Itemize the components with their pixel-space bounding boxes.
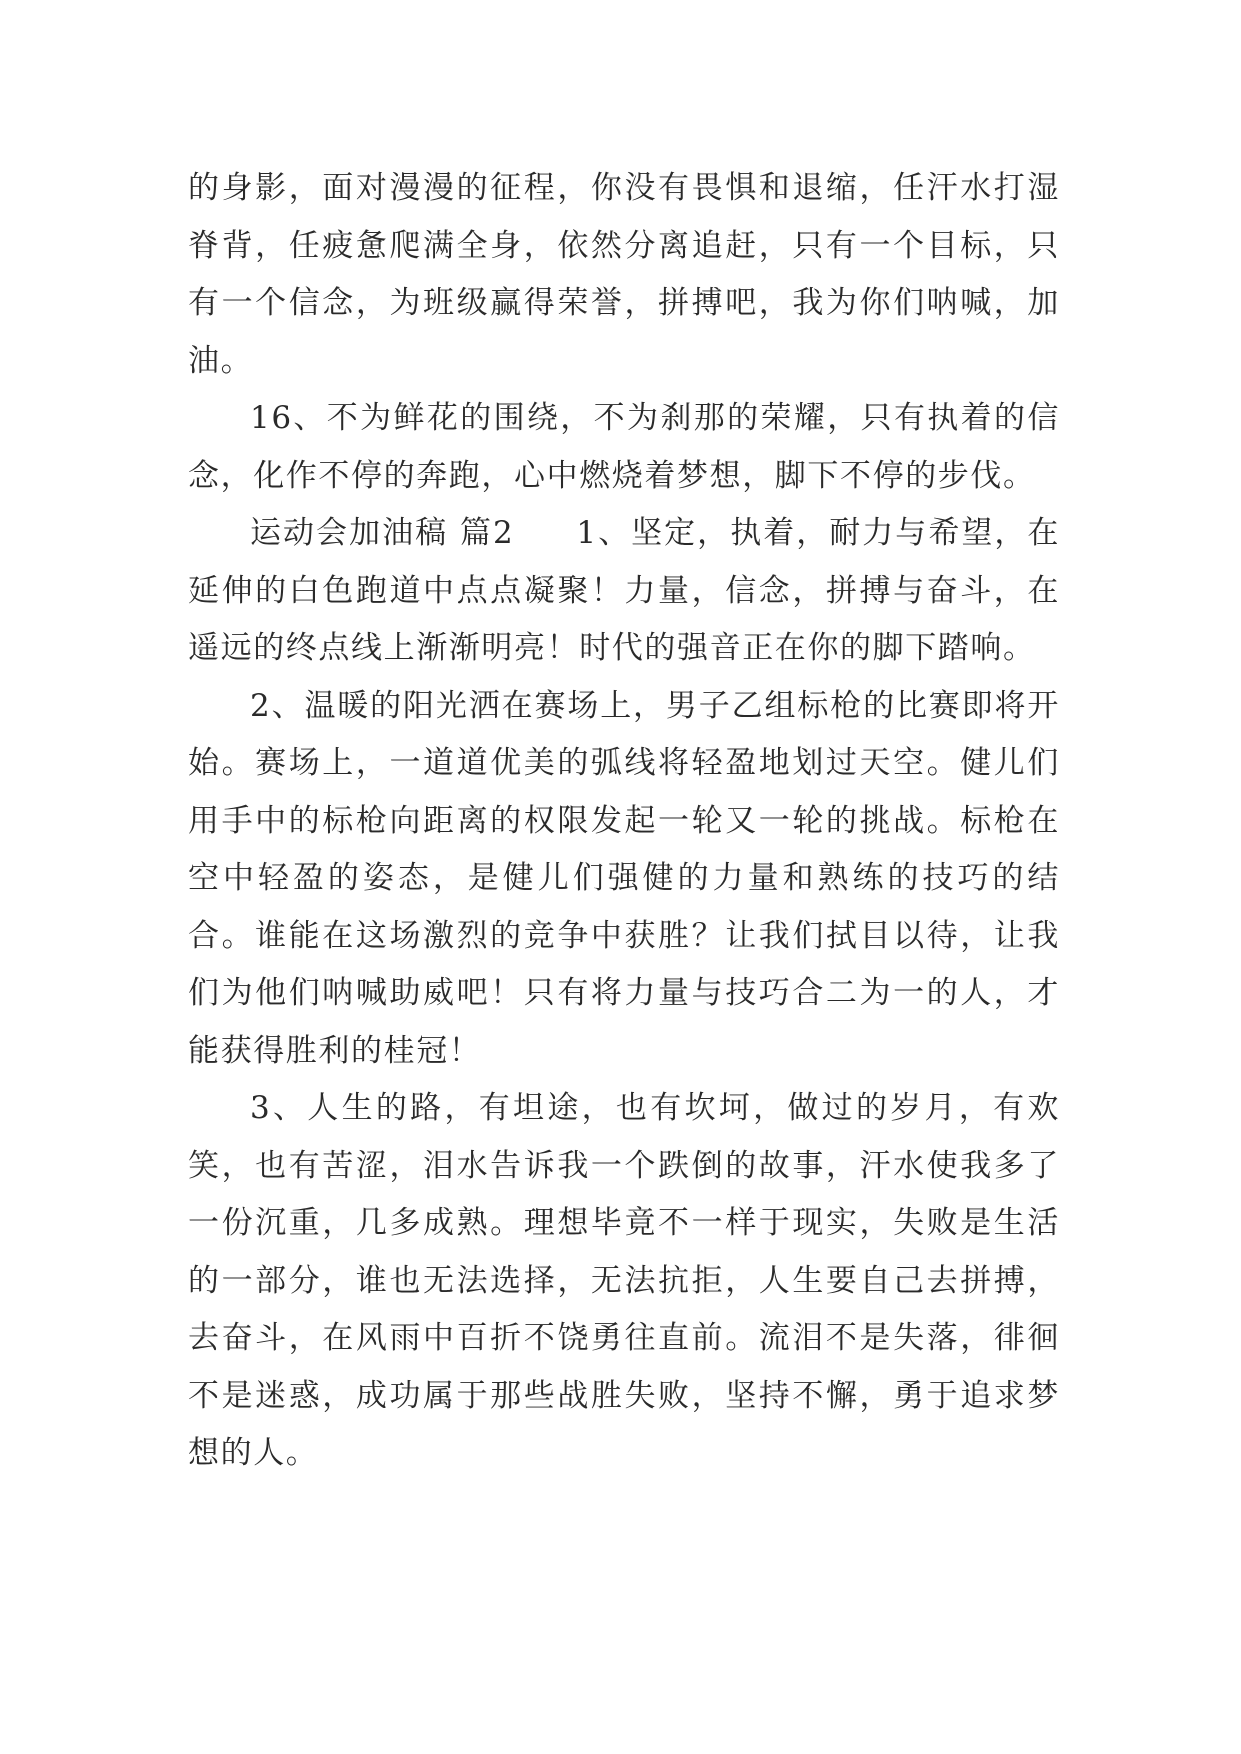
paragraph-item-2: 2、温暖的阳光洒在赛场上，男子乙组标枪的比赛即将开始。赛场上，一道道优美的弧线将轻盈地划过天空。健儿们用手中的标枪向距离的权限发起一轮又一轮的挑战。标枪在空中轻盈的姿态，是健儿们强健的力量和熟练的技巧的结合。谁能在这场激烈的竞争中获胜？让我们拭目以待，让我们为他们呐喊助威吧！只有将力量与技巧合二为一的人，才能获得胜利的桂冠！: [188, 687, 1060, 1069]
paragraph-item-3: 3、人生的路，有坦途，也有坎坷，做过的岁月，有欢笑，也有苦涩，泪水告诉我一个跌倒的故事，汗水使我多了一份沉重，几多成熟。理想毕竟不一样于现实，失败是生活的一部分，谁也无法选择，无法抗拒，人生要自己去拼搏，去奋斗，在风雨中百折不饶勇往直前。流泪不是失落，徘徊不是迷惑，成功属于那些战胜失败，坚持不懈，勇于追求梦想的人。: [188, 1090, 1060, 1471]
section-heading: 运动会加油稿 篇2: [250, 515, 515, 551]
document-body: [188, 160, 1060, 1483]
paragraph-item-16: 16、不为鲜花的围绕，不为刹那的荣耀，只有执着的信念，化作不停的奔跑，心中燃烧着梦想，脚下不停的步伐。: [188, 400, 1060, 494]
paragraph-continuation: 的身影，面对漫漫的征程，你没有畏惧和退缩，任汗水打湿脊背，任疲惫爬满全身，依然分离追赶，只有一个目标，只有一个信念，为班级赢得荣誉，拼搏吧，我为你们呐喊，加油。: [188, 170, 1060, 379]
paragraph-item-1: 1、坚定，执着，耐力与希望，在延伸的白色跑道中点点凝聚！力量，信念，拼搏与奋斗，在遥远的终点线上渐渐明亮！时代的强音正在你的脚下踏响。: [188, 515, 1060, 666]
section-paragraph: [188, 505, 1060, 678]
